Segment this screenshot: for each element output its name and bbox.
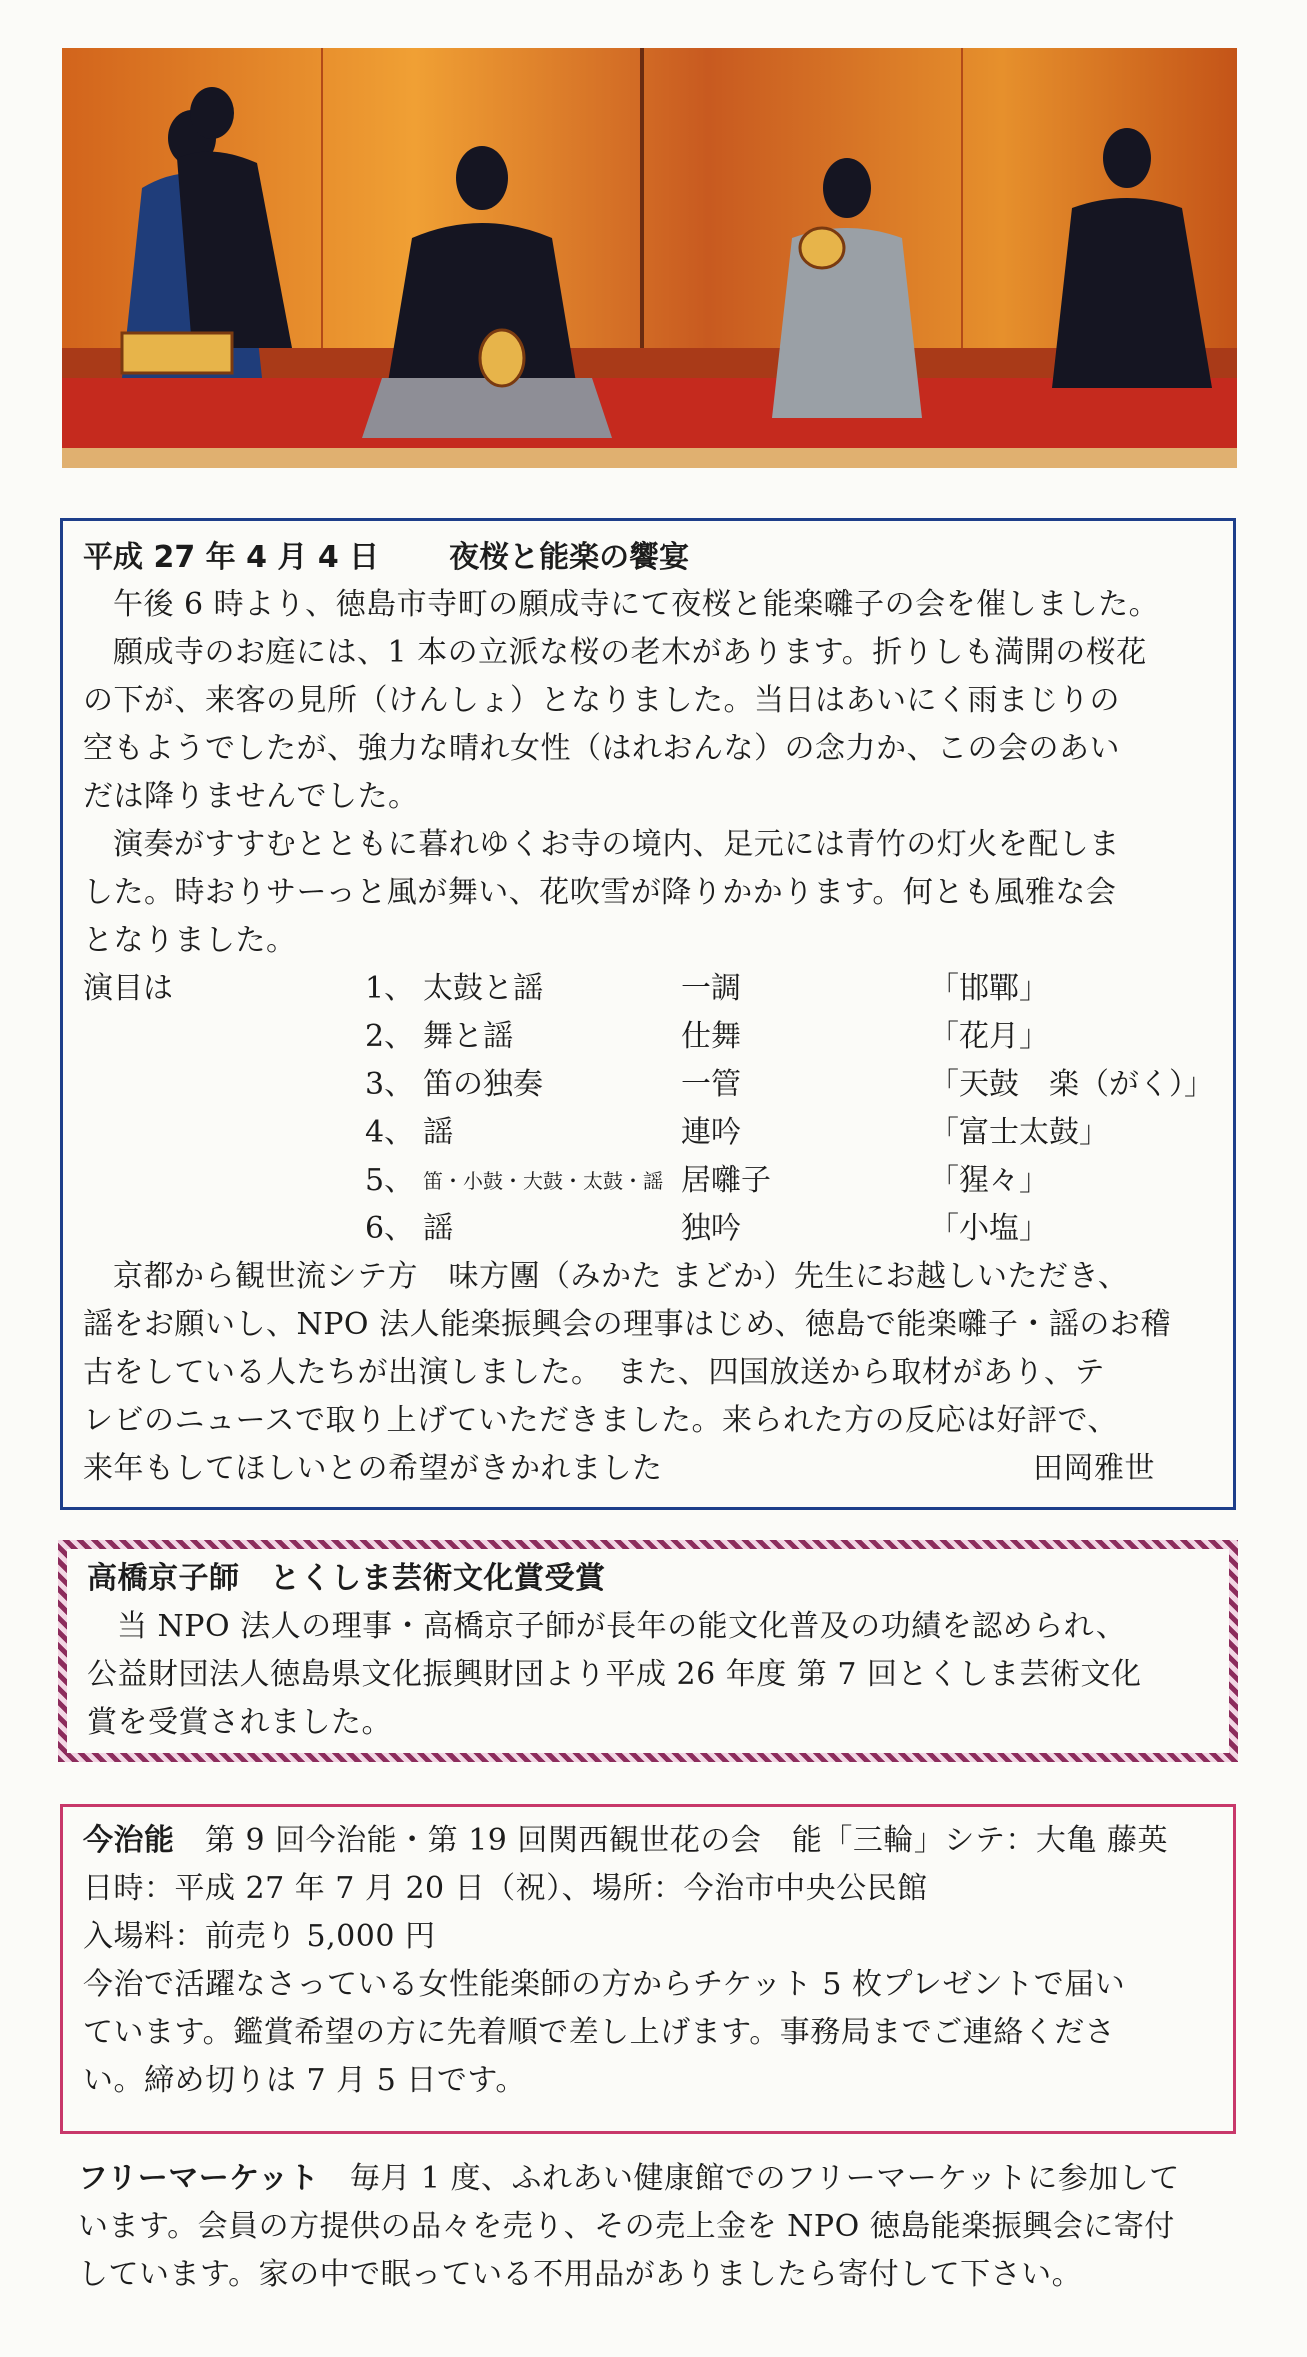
program-title: 「富士太鼓」 (929, 1115, 1109, 1150)
program-category: 笛の独奏 (423, 1067, 543, 1102)
program-title: 「花月」 (929, 1019, 1049, 1054)
program-heading: 演目は (83, 971, 173, 1006)
event-text-line: の下が、来客の見所（けんしょ）となりました。当日はあいにく雨まじりの (83, 683, 1120, 718)
imabari-heading (83, 1817, 1215, 1865)
program-number: 6、 (365, 1211, 415, 1246)
program-number: 4、 (365, 1115, 415, 1150)
imabari-noh-box (60, 1804, 1236, 2134)
event-closing-line: 京都から観世流シテ方 味方團（みかた まどか）先生にお越しいただき、 (113, 1259, 1129, 1294)
program-number: 1、 (365, 971, 415, 1006)
award-box (58, 1540, 1238, 1762)
market-text-line: しています。家の中で眠っている不用品がありましたら寄付して下さい。 (78, 2257, 1083, 2292)
noh-performance-illustration (62, 48, 1237, 468)
event-closing-line: 来年もしてほしいとの希望がきかれました (83, 1451, 663, 1486)
market-title: フリーマーケット (78, 2161, 320, 2196)
program-list (83, 965, 1215, 1253)
event-closing-line: 古をしている人たちが出演しました。 また、四国放送から取材があり、テ (83, 1355, 1105, 1390)
program-type: 一調 (681, 971, 741, 1006)
program-title: 「邯鄲」 (929, 971, 1049, 1006)
imabari-text-line: ています。鑑賞希望の方に先着順で差し上げます。事務局までご連絡くださ (83, 2015, 1116, 2050)
award-text-line: 賞を受賞されました。 (87, 1705, 392, 1740)
program-type: 連吟 (681, 1115, 741, 1150)
market-heading (78, 2155, 1228, 2203)
market-heading-text: 毎月 1 度、ふれあい健康館でのフリーマーケットに参加して (319, 2161, 1180, 2196)
award-text-line: 公益財団法人徳島県文化振興財団より平成 26 年度 第 7 回とくしま芸術文化 (87, 1657, 1142, 1692)
event-text-line: となりました。 (83, 923, 297, 958)
program-type: 独吟 (681, 1211, 741, 1246)
program-category: 謡 (423, 1115, 453, 1150)
event-text-line: 空もようでしたが、強力な晴れ女性（はれおんな）の念力か、この会のあい (83, 731, 1120, 766)
program-category: 太鼓と謡 (423, 971, 543, 1006)
award-text-line: 当 NPO 法人の理事・高橋京子師が長年の能文化普及の功績を認められ、 (117, 1609, 1127, 1644)
imabari-title: 今治能 (83, 1823, 175, 1858)
program-row (83, 1109, 1215, 1157)
program-row (83, 1013, 1215, 1061)
event-author: 田岡雅世 (1033, 1451, 1155, 1486)
imabari-text-line: い。締め切りは 7 月 5 日です。 (83, 2063, 526, 2098)
imabari-text-line: 日時：平成 27 年 7 月 20 日（祝）、場所：今治市中央公民館 (83, 1871, 928, 1906)
imabari-heading-text: 第 9 回今治能・第 19 回関西観世花の会 能「三輪」シテ：大亀 藤英 (174, 1823, 1168, 1858)
program-type: 仕舞 (681, 1019, 741, 1054)
event-report-box (60, 518, 1236, 1510)
noh-performance-photo (62, 48, 1237, 468)
imabari-text-line: 今治で活躍なさっている女性能楽師の方からチケット 5 枚プレゼントで届い (83, 1967, 1126, 2002)
program-title: 「猩々」 (929, 1163, 1049, 1198)
free-market-section (78, 2155, 1228, 2299)
program-number: 3、 (365, 1067, 415, 1102)
market-text-line: います。会員の方提供の品々を売り、その売上金を NPO 徳島能楽振興会に寄付 (78, 2209, 1175, 2244)
event-text-line: 午後 6 時より、徳島市寺町の願成寺にて夜桜と能楽囃子の会を催しました。 (113, 587, 1160, 622)
program-number: 5、 (365, 1163, 415, 1198)
program-row (83, 1205, 1215, 1253)
program-type: 一管 (681, 1067, 741, 1102)
event-text-line: 演奏がすすむとともに暮れゆくお寺の境内、足元には青竹の灯火を配しま (113, 827, 1120, 862)
event-text-line: した。時おりサーっと風が舞い、花吹雪が降りかかります。何とも風雅な会 (83, 875, 1117, 910)
program-title: 「天鼓 楽（がく）」 (929, 1067, 1214, 1102)
event-last-row (83, 1445, 1215, 1493)
program-category: 笛・小鼓・大鼓・太鼓・謡 (423, 1169, 663, 1193)
program-row (83, 1157, 1215, 1205)
program-row (83, 965, 1215, 1013)
event-text-line: だは降りませんでした。 (83, 779, 419, 814)
event-date: 平成 27 年 4 月 4 日 (83, 540, 380, 575)
program-row (83, 1061, 1215, 1109)
program-category: 舞と謡 (423, 1019, 513, 1054)
program-title: 「小塩」 (929, 1211, 1049, 1246)
event-heading (83, 535, 1215, 581)
event-title: 夜桜と能楽の饗宴 (449, 540, 690, 575)
program-type: 居囃子 (681, 1163, 771, 1198)
event-closing-line: レビのニュースで取り上げていただきました。来られた方の反応は好評で、 (83, 1403, 1118, 1438)
program-category: 謡 (423, 1211, 453, 1246)
program-number: 2、 (365, 1019, 415, 1054)
event-closing-line: 謡をお願いし、NPO 法人能楽振興会の理事はじめ、徳島で能楽囃子・謡のお稽 (83, 1307, 1171, 1342)
award-title: 高橋京子師 とくしま芸術文化賞受賞 (87, 1561, 606, 1596)
imabari-text-line: 入場料：前売り 5,000 円 (83, 1919, 436, 1954)
event-text-line: 願成寺のお庭には、1 本の立派な桜の老木があります。折りしも満開の桜花 (113, 635, 1147, 670)
